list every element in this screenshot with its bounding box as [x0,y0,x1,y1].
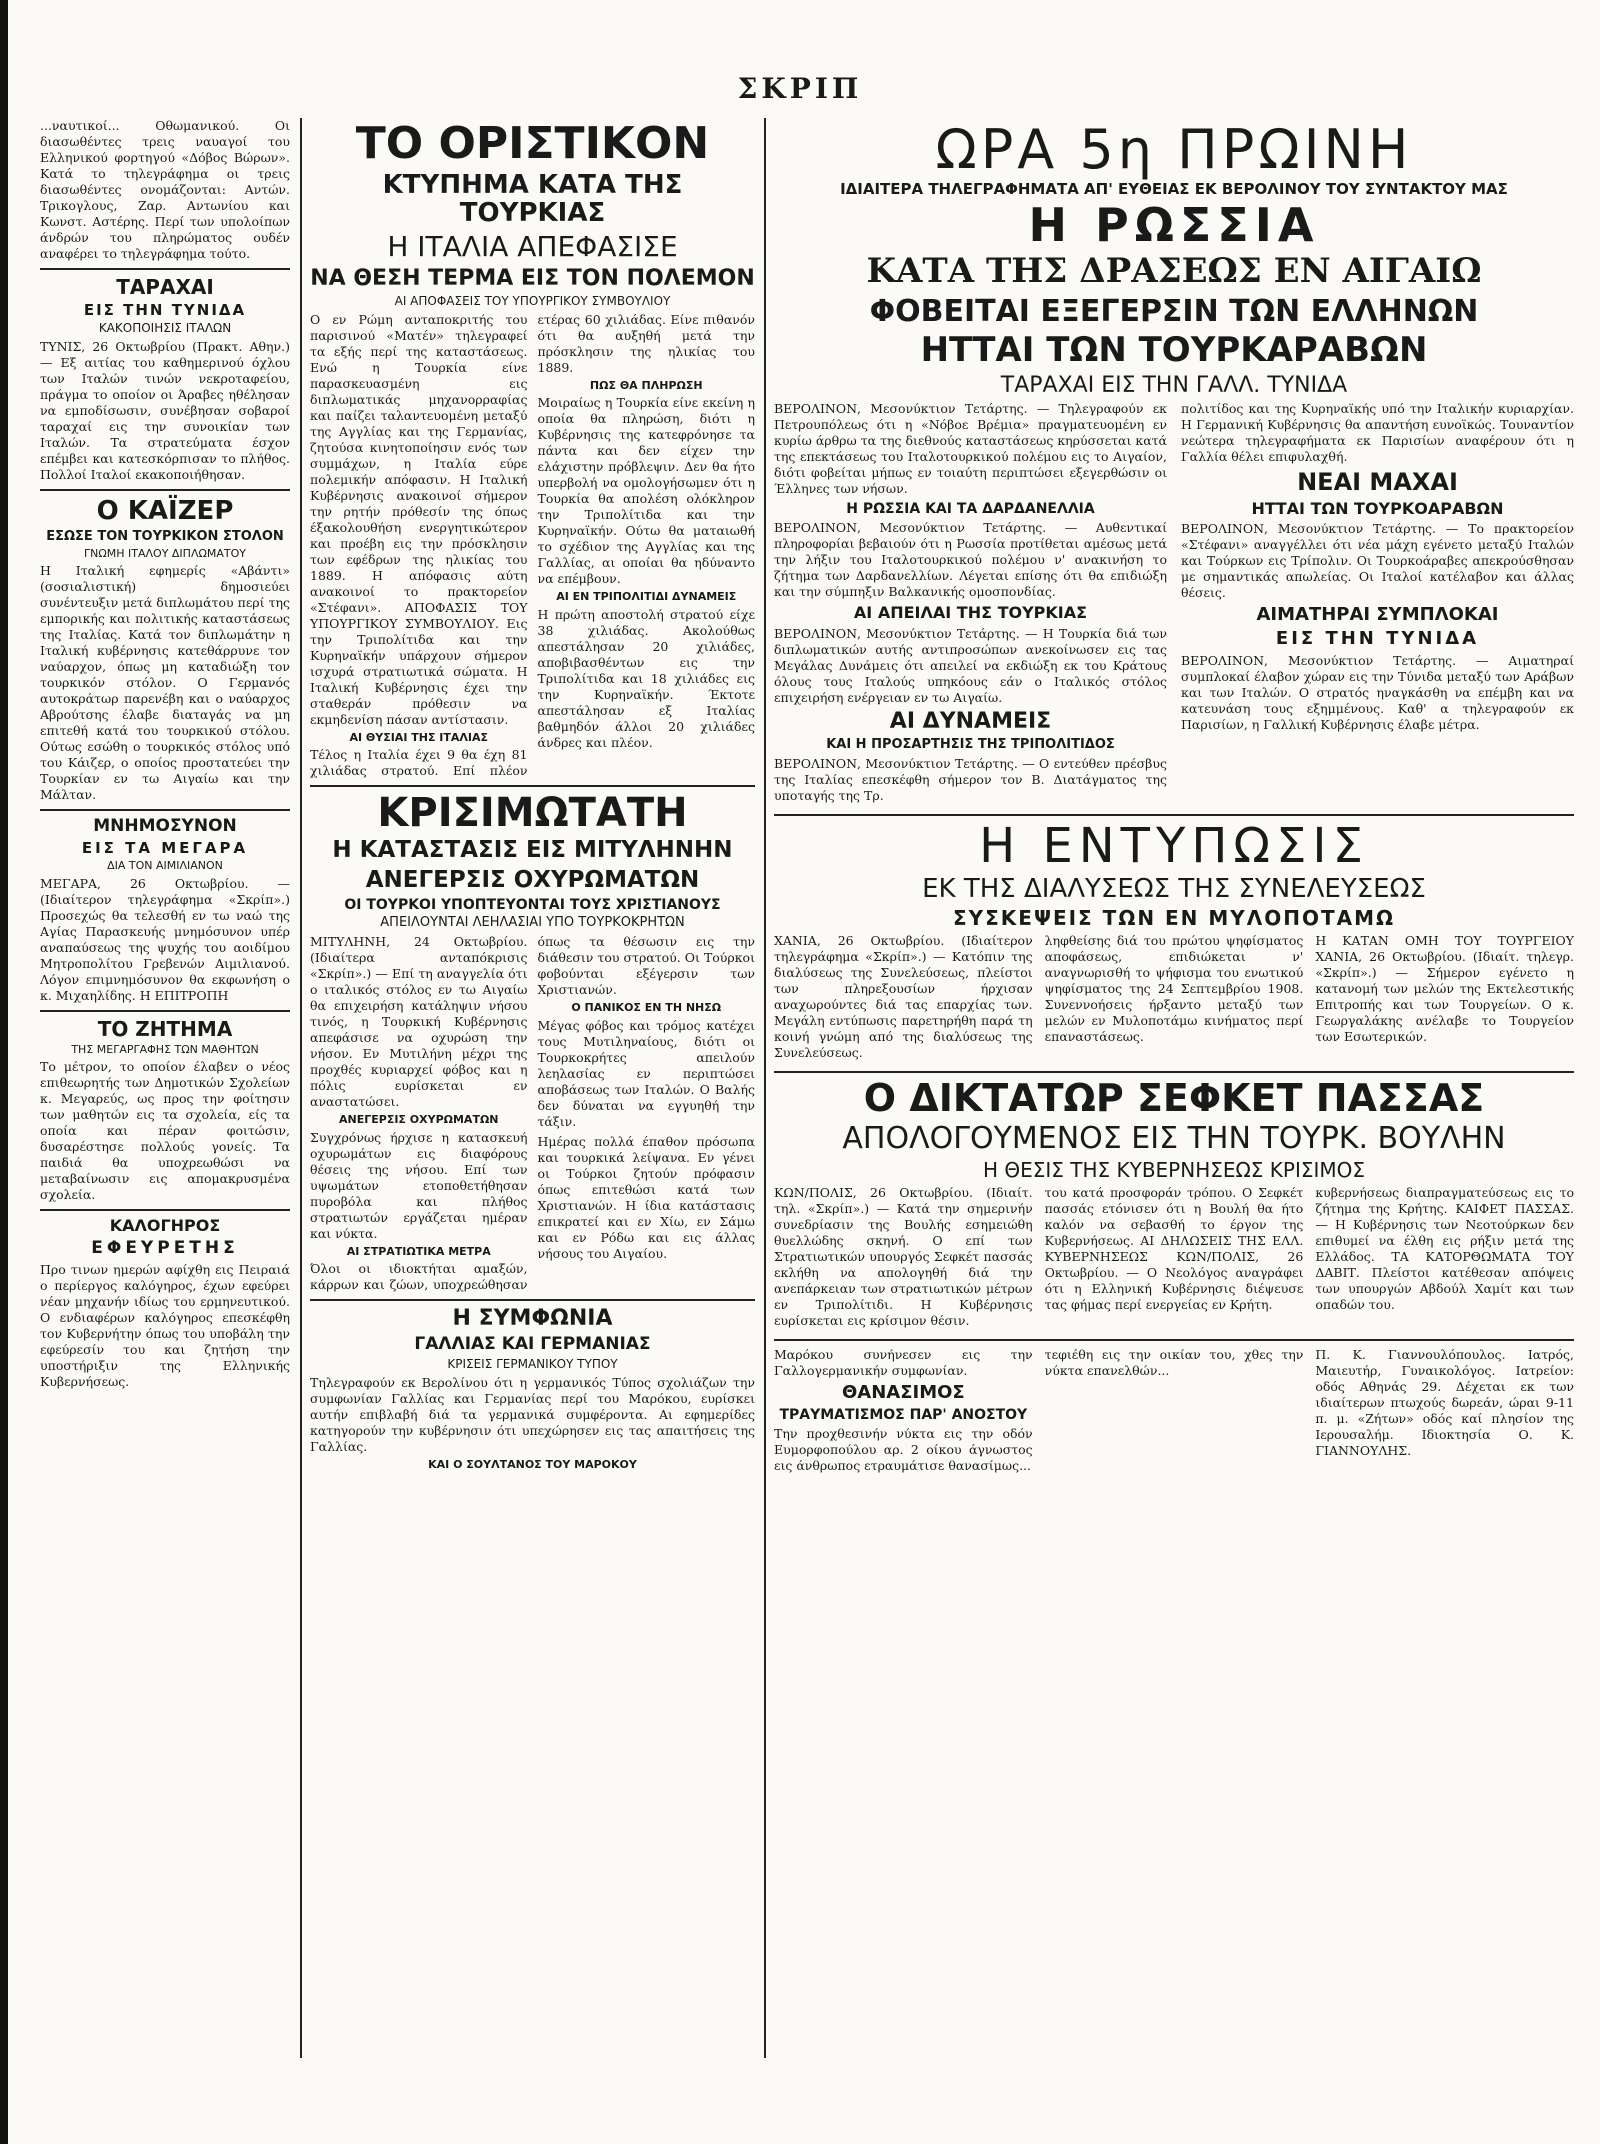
article-text: ΒΕΡΟΛΙΝΟΝ, Μεσονύκτιον Τετάρτης. — Ο εντεύθεν πρέσβυς της Ιταλίας επεσκέφθη σήμερον τον Β. Διατάγματος της υποταγής της Τρ. [774,755,1167,803]
bottom-section [774,1347,1574,1478]
article-text: Το μέτρον, το οποίον έλαβεν ο νέος επιθεωρητής των Δημοτικών Σχολείων κ. Μεγαρεύς, ως προς την φοίτησιν των μαθητών εις τα σχολεία, είς τα οποία και πέραν φοιτώσιν, δυσαρέστησε πολλούς γονείς. Τα παιδιά θα υποχρεωθώσι να μεταβαίνωσιν εις απομακρυσμένα σχολεία. [40,1059,290,1203]
subheadline: Η ΙΤΑΛΙΑ ΑΠΕΦΑΣΙΣΕ [387,230,678,264]
article-text: ΧΑΝΙΑ, 26 Οκτωβρίου. (Ιδιαίτερον τηλεγράφημα «Σκρίπ».) — Κατόπιν της διαλύσεως της Συνελεύσεως, πλείστοι των πληρεξουσίων ήρχισαν αναχωρούντες διά τας επαρχίας των. Μεγάλη εντύπωσις παρετηρήθη παρά τη κοινή γνώμη από της διαλύσεως της Συνελεύσεως. [774,933,1033,1061]
divider [310,1299,755,1301]
telegram-left [774,401,1167,808]
subheadline: ΚΑΚΟΠΟΙΗΣΙΣ ΙΤΑΛΩΝ [98,321,232,336]
article-text: Ο εν Ρώμη ανταποκριτής του παρισινού «Ματέν» τηλεγραφεί τα εξής περί της καταστάσεως. Ενώ η Τουρκία είνε παρασκευασμένη εις διπλωματικάς μηχανορραφίας και παίζει ταλαντευομένη μεταξύ της Αγγλίας και της Γερμανίας, ζητούσα κινητοποίησιν ενός των συμμάχων, η Ιταλία εύρε πολεμικήν απόφασιν. Η Ιταλική Κυβέρνησις ανακοινοί σήμερον την ρητήν πρόθεσίν της όπως έξακολουθήση ενεργητικώτερον και προέβη εις την πρόσκλησιν των εφέδρων της ηλικίας του 1889. Η απόφασις αύτη ανακοινοί το πρακτορείον «Στέφανι». ΑΠΟΦΑΣΙΣ ΤΟΥ ΥΠΟΥΡΓΙΚΟΥ ΣΥΜΒΟΥΛΙΟΥ. Εις την Τριπολίτιδα και την Κυρηναϊκήν υπάρχουν σήμερον ισχυρά στρατιωτικά σώματα. Η Ιταλική Κυβέρνησις έχει την σταθεράν πρόθεσιν να εκμηδενίση πάσαν αντίστασιν. [310,311,528,727]
article-text: Όλοι οι ιδιοκτήται αμαξών, κάρρων και ζώων, υποχρεώθησαν όπως τα θέσωσιν εις την διάθεσιν του στρατού. Οι Τούρκοι φοβούνται εξέγερσιν των Χριστιανών. [310,933,755,1293]
divider [40,809,290,811]
subheadline: ΤΗΣ ΜΕΓΑΡΓΑΦΗΣ ΤΩΝ ΜΑΘΗΤΩΝ [71,1042,259,1056]
headline: ΘΑΝΑΣΙΜΟΣ [841,1382,965,1404]
subheadline: ΑΙΜΑΤΗΡΑΙ ΣΥΜΠΛΟΚΑΙ [1256,604,1499,626]
article-text: πολιτίδος και της Κυρηναϊκής υπό την Ιταλικήν κυριαρχίαν. Η Γερμανική Κυβέρνησις θα απαντήση ευνοϊκώς. Τουναντίον νεώτερα τηλεγραφήματα εκ Παρισίων αναφέρουν ότι η Γαλλία θέλει επιφυλαχθή. [1181,401,1574,465]
divider [40,1209,290,1211]
article-text: Μέγας φόβος και τρόμος κατέχει τους Μυτιληναίους, διότι οι Τουρκοκρήτες απειλούν λεηλασίας εν περιπτώσει αποβάσεως των Ιταλών. Ο Βαλής δεν δύναται να εγγυηθή την τάξιν. [537,1017,755,1129]
subheadline: ΚΡΙΣΕΙΣ ΓΕΡΜΑΝΙΚΟΥ ΤΥΠΟΥ [447,1357,618,1372]
article-text: Τηλεγραφούν εκ Βερολίνου ότι η γερμανικός Τύπος σχολιάζων την συμφωνίαν Γαλλίας και Γερμανίας περί του Μαρόκου, ευρίσκει αυτήν επιβλαβή διά τα γερμανικά συμφέροντα. Αι εφημερίδες κατηγορούν την κυβέρνησιν ότι υπεχώρησεν εις τας απαιτήσεις της Γαλλίας. [310,1374,755,1454]
subheadline: ΑΠΟΛΟΓΟΥΜΕΝΟΣ ΕΙΣ ΤΗΝ ΤΟΥΡΚ. ΒΟΥΛΗΝ [842,1121,1506,1157]
intro-text: ...ναυτικοί... Οθωμανικού. Οι διασωθέντες τρεις ναυαγοί του Ελληνικού φορτηγού «Δόβος Βώρων». Κατά το τηλεγράφημα οι τρεις διασωθέντες ονομάζονται: Αντών. Τρικογλους, Ζαρ. Αντωνίου και Κωνστ. Αστέρης. Περί των υπολοίπων άνδρών του πληρώματος ουδέν αναφέρει το τηλεγράφημα τούτο. [40,118,290,261]
subheadline: ΑΙ ΕΝ ΤΡΙΠΟΛΙΤΙΔΙ ΔΥΝΑΜΕΙΣ [556,590,737,604]
column-1 [40,118,290,2058]
subheadline: ΑΙ ΑΠΕΙΛΑΙ ΤΗΣ ΤΟΥΡΚΙΑΣ [853,603,1088,623]
article-text: ΒΕΡΟΛΙΝΟΝ, Μεσονύκτιον Τετάρτης. — Αυθεντικαί πληροφορίαι βεβαιούν ότι η Ρωσσία προτίθεται αμέσως μετά την λήξιν του Ιταλοτουρκικού πολέμου ν' ανακινήση το ζήτημα των Δαρδανελλίων. Λέγεται επίσης ότι θα επιδιώξη και την σύμπηξιν Βαλκανικής ομοσπονδίας. [774,520,1167,600]
article-text: κυβερνήσεως διαπραγματεύσεως εις το ζήτημα της Κρήτης. ΚΑΙΦΕΤ ΠΑΣΣΑΣ. — Η Κυβέρνησις των Νεοτούρκων δεν επιθυμεί να έλθη εις ρήξιν μετά της Ελλάδος. ΤΑ ΚΑΤΟΡΘΩΜΑΤΑ ΤΟΥ ΔΑΒΙΤ. Πλείστοι κατέθεσαν απόψεις των υπουργών Αβδούλ Χαμίτ και των οπαδών του. [1315,1185,1574,1313]
subheadline: ΑΝΕΓΕΡΣΙΣ ΟΧΥΡΩΜΑΤΩΝ [365,866,700,893]
subheadline: Ο ΠΑΝΙΚΟΣ ΕΝ ΤΗ ΝΗΣΩ [571,1000,722,1014]
subheadline: ΕΙΣ ΤΗΝ ΤΥΝΙΔΑ [83,301,247,319]
article-text: ΜΙΤΥΛΗΝΗ, 24 Οκτωβρίου. (Ιδιαίτερα ανταπόκρισις «Σκρίπ».) — Επί τη αναγγελία ότι ο ιταλικός στόλος εν τω Αιγαίω θα επιχειρήση κατάληψιν νήσου τινός, η Τουρκική Κυβέρνησις απεφάσισε να οχυρώση την νήσον. Εν Μυτιλήνη μέχρι της προχθές κυριαρχεί φόβος και η πόλις ευρίσκεται εν αναστατώσει. [310,933,528,1109]
subheadline: ΑΙ ΑΠΟΦΑΣΕΙΣ ΤΟΥ ΥΠΟΥΡΓΙΚΟΥ ΣΥΜΒΟΥΛΙΟΥ [394,294,671,309]
subheadline: ΚΑΤΑ ΤΗΣ ΔΡΑΣΕΩΣ ΕΝ ΑΙΓΑΙΩ [866,251,1482,292]
article-text: Μαρόκου συνήνεσεν εις την Γαλλογερμανικήν συμφωνίαν. [774,1347,1033,1379]
article-text: Προ τινων ημερών αφίχθη εις Πειραιά ο περίεργος καλόγηρος, έχων εφεύρει νέαν μηχανήν ιδίως του ερμηνευτικού. Ο ενδιαφέρων καλόγηρος επεσκέφθη τον Κυβερνήτην όπως του υποβάλη την εφεύρεσίν του και ζητήση την υποστήριξιν της Ελληνικής Κυβερνήσεως. [40,1261,290,1389]
subheadline: ΕΙΣ ΤΗΝ ΤΥΝΙΔΑ [1275,627,1480,649]
article-text: Τέλος η Ιταλία έχει 9 θα έχη 81 χιλιάδας στρατού. Επί πλέον ετέρας 60 χιλιάδας. Είνε πιθανόν ότι θα αυξηθή μετά την πρόσκλησιν της ηλικίας του 1889. [310,311,755,779]
article-text: του κατά προσφοράν τρόπου. Ο Σεφκέτ πασσάς ετόνισεν ότι η Βουλή θα ήτο καλόν να σεβασθή το έργον της Κυβερνήσεως. ΑΙ ΔΗΛΩΣΕΙΣ ΤΗΣ ΕΛΛ. ΚΥΒΕΡΝΗΣΕΩΣ ΚΩΝ/ΠΟΛΙΣ, 26 Οκτωβρίου. — Ο Νεολόγος αναγράφει ότι η Ελληνική Κυβέρνησις διέψευσε τας φήμας περί ενεργείας εν Κρήτη. [1044,1185,1304,1313]
banner-headline: ΩΡΑ 5η ΠΡΩΙΝΗ [935,118,1413,181]
subheadline: ΓΑΛΛΙΑΣ ΚΑΙ ΓΕΡΜΑΝΙΑΣ [414,1334,651,1355]
subheadline: ΕΣΩΣΕ ΤΟΝ ΤΟΥΡΚΙΚΟΝ ΣΤΟΛΟΝ [46,528,284,544]
subheadline: ΗΤΤΑΙ ΤΩΝ ΤΟΥΡΚΑΡΑΒΩΝ [920,329,1428,370]
headline: Ο ΚΑΪΖΕΡ [96,496,234,527]
telegram-right [1181,401,1574,808]
subheadline: ΠΩΣ ΘΑ ΠΛΗΡΩΣΗ [589,378,703,392]
subheadline: ΚΤΥΠΗΜΑ ΚΑΤΑ ΤΗΣ ΤΟΥΡΚΙΑΣ [382,169,683,229]
article-columns [310,934,755,1293]
column-rule [764,118,766,2058]
advertisement-text: Π. Κ. Γιαννουλόπουλος. Ιατρός, Μαιευτήρ, Γυναικολόγος. Ιατρείον: οδός Αθηνάς 29. Δέχεται εκ των ιδιαίτερων πτωχούς δωρεάν, ώραι 9-11 π. μ. «Ζήτων» οδός καί πλησίον της Ιερουσαλήμ. Ιδιοκτησία Ο. Κ. ΓΙΑΝΝΟΥΛΗΣ. [1315,1347,1574,1459]
subheadline: ΑΠΕΙΛΟΥΝΤΑΙ ΛΕΗΛΑΣΙΑΙ ΥΠΟ ΤΟΥΡΚΟΚΡΗΤΩΝ [380,914,685,930]
column-2 [310,118,755,2058]
article-text: Η ΚΑΤΑΝ ΟΜΗ ΤΟΥ ΤΟΥΡΓΕΙΟΥ ΧΑΝΙΑ, 26 Οκτωβρίου. (Ιδιαίτ. τηλεγρ. «Σκρίπ».) — Σήμερον εγένετο η κατανομή των μελών της Εκτελεστικής Επιτροπής και των Τουργείων. Ο κ. Γεωργαλάκης ανέλαβε το Τουργείον των Εσωτερικών. [1315,933,1574,1045]
subheadline: ΚΑΙ Η ΠΡΟΣΑΡΤΗΣΙΣ ΤΗΣ ΤΡΙΠΟΛΙΤΙΔΟΣ [826,736,1115,752]
column-3 [774,118,1574,2058]
subheadline: ΓΝΩΜΗ ΙΤΑΛΟΥ ΔΙΠΛΩΜΑΤΟΥ [84,546,246,560]
article-text: Μοιραίως η Τουρκία είνε εκείνη η οποία θα πληρώση, διότι η Κυβέρνησις της κατεφρόνησε τα πάντα και δεν είχεν την ελάχιστην πρόβλεψιν. Δεν θα ήτο υπερβολή να ομολογήσωμεν ότι η Τουρκία θα απολέση ολόκληρον την Τριπολίτιδα και την Κυρηναϊκήν. Ούτω θα ματαιωθή το σχέδιον της Αγγλίας και της Γαλλίας, αι οποίαι θα ηδύναντο να επέμβουν. [537,395,755,587]
article-text: ΒΕΡΟΛΙΝΟΝ, Μεσονύκτιον Τετάρτης. — Το πρακτορείον «Στέφανι» αναγγέλλει ότι νέα μάχη εγένετο μεταξύ Ιταλών και Τούρκων εις Τρίπολιν. Οι Τουρκοάραβες απεκρούσθησαν με σημαντικάς απωλείας. Οι Ιταλοί κατέλαβον και άλλας θέσεις. [1181,521,1574,601]
headline: ΤΟ ΖΗΤΗΜΑ [97,1016,233,1041]
subheadline: ΕΦΕΥΡΕΤΗΣ [91,1238,239,1259]
subheadline: ΚΑΙ Ο ΣΟΥΛΤΑΝΟΣ ΤΟΥ ΜΑΡΟΚΟΥ [428,1457,637,1471]
subheadline: ΑΙ ΘΥΣΙΑΙ ΤΗΣ ΙΤΑΛΙΑΣ [349,730,489,744]
article-columns [310,312,755,780]
headline: Η ΡΩΣΣΙΑ [1028,198,1320,253]
divider [774,1339,1574,1341]
bottom-left [774,1347,1033,1478]
subheadline: ΑΝΕΓΕΡΣΙΣ ΟΧΥΡΩΜΑΤΩΝ [339,1112,499,1126]
article-text: ληφθείσης διά του πρώτου ψηφίσματος αποφάσεως, επιδιώκεται ν' αναγνωρισθή το ψήφισμα του ενωτικού ψηφίσματος της 24 Σεπτεμβρίου 1908. Συνεννοήσεις ήρξαντο μεταξύ των μελών εν Μυλοποτάμω κινήματος περί επαναστάσεως. [1044,933,1304,1045]
article-text: Η Ιταλική εφημερίς «Αβάντι» (σοσιαλιστική) δημοσιεύει συνέντευξιν μετά διπλωμάτου περί της εμπορικής και πολιτικής καταστάσεως της Ιταλίας. Κατά τον διπλωμάτην η Ιταλική κυβέρνησις κατεθάρρυνε τον ναύαρχον, όπως μη καταδιώξη τον τουρκικόν στόλον. Ο Γερμανός αυτοκράτωρ παρενέβη και ο ναύαρχος Αβρούτσης έλαβε διαταγάς να μη επιτεθή κατά του τουρκικού στόλου. Ούτως εσώθη ο τουρκικός στόλος υπό του Κάιζερ, ο οποίος προστατεύει την Τουρκίαν εν τω Αιγαίω και την Μάλταν. [40,563,290,803]
subheadline: ΔΙΑ ΤΟΝ ΑΙΜΙΛΙΑΝΟΝ [107,859,223,873]
divider [310,785,755,787]
subheadline: ΤΑΡΑΧΑΙ ΕΙΣ ΤΗΝ ΓΑΛΛ. ΤΥΝΙΔΑ [1000,373,1348,399]
subheadline: Η ΚΑΤΑΣΤΑΣΙΣ ΕΙΣ ΜΙΤΥΛΗΝΗΝ [332,837,733,864]
crete-section [774,933,1574,1065]
subheadline: Η ΘΕΣΙΣ ΤΗΣ ΚΥΒΕΡΝΗΣΕΩΣ ΚΡΙΣΙΜΟΣ [982,1158,1366,1183]
subheadline: ΝΑ ΘΕΣΗ ΤΕΡΜΑ ΕΙΣ ΤΟΝ ΠΟΛΕΜΟΝ [310,265,755,291]
article-text: ΜΕΓΑΡΑ, 26 Οκτωβρίου. — (Ιδιαίτερον τηλεγράφημα «Σκρίπ».) Προσεχώς θα τελεσθή εν τω ναώ της Αγίας Παρασκευής μνημόσυνον υπέρ αναπαύσεως της ψυχής του αοιδίμου Μητροπολίτου Γρεβενών Αιμιλιανού. Λόγον επιμνημόσυνον θα εκφωνήση ο κ. Μιχαηλίδης. Η ΕΠΙΤΡΟΠΗ [40,875,290,1003]
headline: ΜΝΗΜΟΣΥΝΟΝ [93,816,237,837]
article-text: ΒΕΡΟΛΙΝΟΝ, Μεσονύκτιον Τετάρτης. — Η Τουρκία διά των διπλωματικών αυτής αντιπροσώπων ανεκοίνωσεν εις τας Μεγάλας Δυνάμεις ότι απειλεί να εκδιώξη εκ του Κράτους όλους τους Ιταλούς υπηκόους εάν ο Ιταλικός στόλος επιχειρήση ενέργειαν εν τω Αιγαίω. [774,625,1167,705]
headline: ΚΡΙΣΙΜΩΤΑΤΗ [377,790,688,837]
subheadline: ΕΙΣ ΤΑ ΜΕΓΑΡΑ [81,838,249,857]
scan-edge [0,0,8,2144]
masthead: ΣΚΡΙΠ [737,72,863,105]
article-text: Συγχρόνως ήρχισε η κατασκευή οχυρωμάτων εις διαφόρους θέσεις της νήσου. Επί των υψωμάτων ετοποθετήθησαν πυροβόλα και πλήθος στρατιωτών εργάζεται ημέραν και νύκτα. [310,1129,528,1241]
constantinople-section [774,1185,1574,1333]
subheadline: ΗΤΤΑΙ ΤΩΝ ΤΟΥΡΚΟΑΡΑΒΩΝ [1251,498,1504,518]
subheadline: ΕΚ ΤΗΣ ΔΙΑΛΥΣΕΩΣ ΤΗΣ ΣΥΝΕΛΕΥΣΕΩΣ [922,873,1426,904]
article-text: ΒΕΡΟΛΙΝΟΝ, Μεσονύκτιον Τετάρτης. — Αιματηραί συμπλοκαί έλαβον χώραν εις την Τύνιδα μεταξύ των Αράβων και των Ιταλών. Ο στρατός ηναγκάσθη να επέμβη και να κατευνάση τους εξημμένους. Καθ' α τηλεγραφούν εκ Παρισίων, η Γαλλική Κυβέρνησις έλαβε μέτρα. [1181,652,1574,732]
article-text: ΤΥΝΙΣ, 26 Οκτωβρίου (Πρακτ. Αθην.) — Εξ αιτίας του καθημερινού όχλου των Ιταλών τινών νεκροταφείου, πράγμα το οποίον οι Άραβες ηθέλησαν να εμποδίσωσιν, συνέβησαν σοβαροί ταραχαί εις την συνοικίαν των Ιταλών. Τα στρατεύματα έσχον επέμβει και κατεσκόρπισαν το πλήθος. Πολλοί Ιταλοί εκακοποιήθησαν. [40,339,290,483]
subheadline: ΣΥΣΚΕΨΕΙΣ ΤΩΝ ΕΝ ΜΥΛΟΠΟΤΑΜΩ [952,906,1396,931]
headline: ΤΑΡΑΧΑΙ [116,275,214,299]
article-text: ΒΕΡΟΛΙΝΟΝ, Μεσονύκτιον Τετάρτης. — Τηλεγραφούν εκ Πετρουπόλεως ότι η «Νόβοε Βρέμια» πραγματευομένη εν κυρίω άρθρω τα της διεθνούς καταστάσεως κηρύσσεται κατά της επεκτάσεως του Ιταλοτουρκικού πολέμου εις το Αιγαίον, διότι φοβείται μήπως εν τοιαύτη περιπτώσει εξεγερθώσιν οι Έλληνες των νήσων. [774,401,1167,497]
headline: ΚΑΛΟΓΗΡΟΣ [109,1216,221,1236]
divider [774,1071,1574,1073]
article-text: Ημέρας πολλά έπαθον πρόσωπα και τουρκικά λείψανα. Εν γένει οι Τούρκοι ζητούν πρόφασιν όπως επιτεθώσι κατά των Χριστιανών. Η ίδια κατάστασις επικρατεί και εν Χίω, εν Σάμω και εν Ρόδω και εις άλλας νήσους του Αιγαίου. [537,1133,755,1261]
subheadline: Η ΡΩΣΣΙΑ ΚΑΙ ΤΑ ΔΑΡΔΑΝΕΛΛΙΑ [846,501,1095,518]
article-text: ΚΩΝ/ΠΟΛΙΣ, 26 Οκτωβρίου. (Ιδιαίτ. τηλ. «Σκρίπ».) — Κατά την σημερινήν συνεδρίασιν της Βουλής εσημειώθη θυελλώδης σκηνή. Ο επί των Στρατιωτικών υπουργός Σεφκέτ πασσάς εκλήθη να απολογηθή διά την ανεπάρκειαν των στρατιωτικών μέτρων εν Τριπολίτιδι. Η Κυβέρνησις ευρίσκεται εις κρίσιμον θέσιν. [774,1185,1033,1329]
divider [40,1010,290,1012]
column-rule [300,118,302,2058]
divider [40,489,290,491]
subheadline: ΝΕΑΙ ΜΑΧΑΙ [1297,468,1458,497]
article-text: Η πρώτη αποστολή στρατού είχε 38 χιλιάδας. Ακολούθως απεστάλησαν 20 χιλιάδες, αποβιβασθέντων εις την Τριπολίτιδα και 18 χιλιάδες εις την Κυρηναϊκήν. Έκτοτε απεστάλησαν εξ Ιταλίας βαθμηδόν άλλοι 20 χιλιάδες άνδρες και πλέον. [537,607,755,751]
subheadline: ΦΟΒΕΙΤΑΙ ΕΞΕΓΕΡΣΙΝ ΤΩΝ ΕΛΛΗΝΩΝ [869,293,1479,329]
headline: Ο ΔΙΚΤΑΤΩΡ ΣΕΦΚΕΤ ΠΑΣΣΑΣ [863,1076,1485,1121]
article-text: Την προχθεσινήν νύκτα εις την οδόν Ευμορφοπούλου αρ. 2 οίκου άγνωστος εις άνθρωπος ετραυμάτισε θανασίμως... [774,1426,1033,1474]
telegram-section [774,401,1574,808]
divider [40,268,290,270]
headline: ΤΟ ΟΡΙΣΤΙΚΟΝ [355,118,710,169]
headline: Η ΣΥΜΦΩΝΙΑ [452,1306,613,1332]
subheadline: ΑΙ ΣΤΡΑΤΙΩΤΙΚΑ ΜΕΤΡΑ [346,1244,491,1258]
article-text: τεφιέθη εις την οικίαν του, χθες την νύκτα επανελθών... [1044,1347,1304,1379]
subheadline: ΑΙ ΔΥΝΑΜΕΙΣ [889,708,1052,734]
divider [774,814,1574,816]
subheadline: ΤΡΑΥΜΑΤΙΣΜΟΣ ΠΑΡ' ΑΝΟΣΤΟΥ [779,1407,1028,1424]
subheadline: ΟΙ ΤΟΥΡΚΟΙ ΥΠΟΠΤΕΥΟΝΤΑΙ ΤΟΥΣ ΧΡΙΣΤΙΑΝΟΥΣ [344,896,721,913]
banner-subheadline: ΙΔΙΑΙΤΕΡΑ ΤΗΛΕΓΡΑΦΗΜΑΤΑ ΑΠ' ΕΥΘΕΙΑΣ ΕΚ ΒΕΡΟΛΙΝΟΥ ΤΟΥ ΣΥΝΤΑΚΤΟΥ ΜΑΣ [840,180,1508,199]
headline: Η ΕΝΤΥΠΩΣΙΣ [979,817,1369,874]
